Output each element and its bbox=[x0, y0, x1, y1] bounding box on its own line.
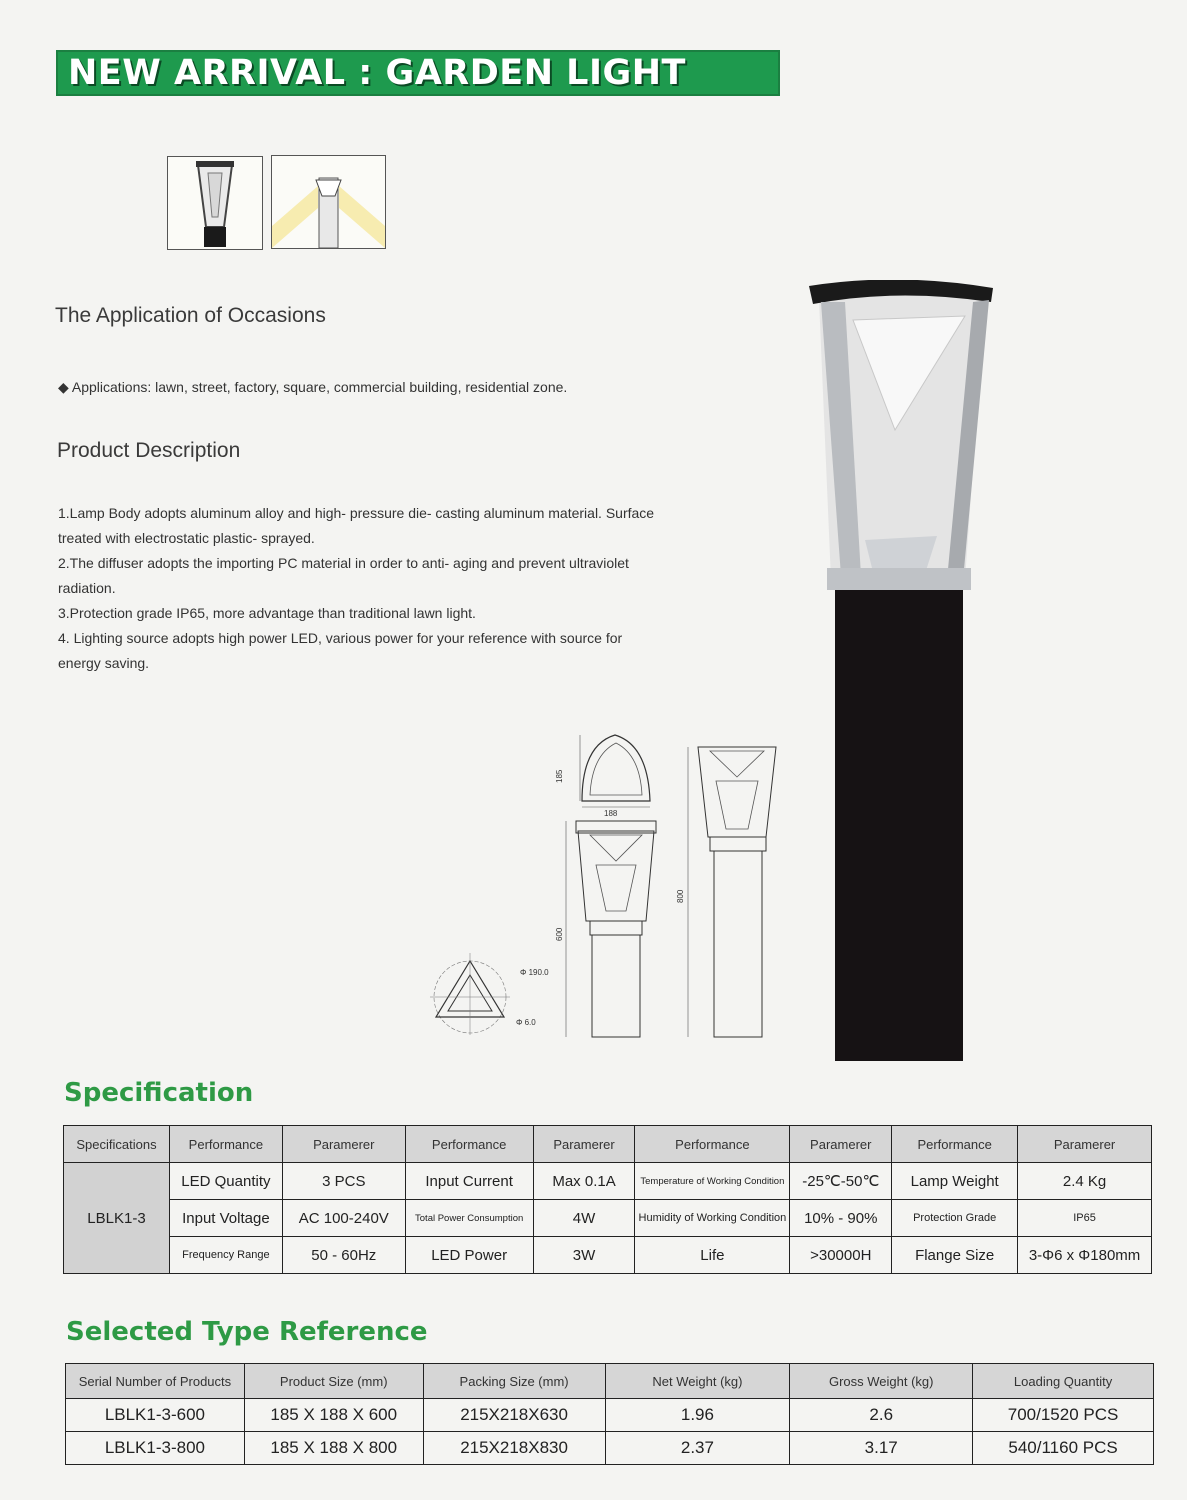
title-banner bbox=[56, 50, 780, 96]
table-cell: Protection Grade bbox=[892, 1200, 1018, 1237]
table-cell: Flange Size bbox=[892, 1237, 1018, 1274]
table-row bbox=[64, 1163, 1152, 1200]
table-cell: LED Power bbox=[405, 1237, 533, 1274]
table-cell: 10% - 90% bbox=[790, 1200, 892, 1237]
product-thumbnail bbox=[167, 156, 263, 250]
description-line: 2.The diffuser adopts the importing PC material in order to anti- aging and prevent ultraviolet bbox=[58, 555, 629, 571]
description-line: radiation. bbox=[58, 580, 116, 596]
table-cell: 4W bbox=[533, 1200, 635, 1237]
column-header: Paramerer bbox=[282, 1126, 405, 1163]
dim-phi190: Φ 190.0 bbox=[520, 968, 549, 977]
applications-text: ◆ Applications: lawn, street, factory, square, commercial building, residential zone. bbox=[58, 379, 568, 395]
table-cell: 215X218X830 bbox=[423, 1432, 605, 1465]
specification-heading: Specification bbox=[64, 1078, 254, 1108]
table-cell: AC 100-240V bbox=[282, 1200, 405, 1237]
table-cell: IP65 bbox=[1018, 1200, 1152, 1237]
light-distribution-thumbnail bbox=[271, 155, 386, 249]
description-line: 1.Lamp Body adopts aluminum alloy and high- pressure die- casting aluminum material. Surface bbox=[58, 505, 655, 521]
table-cell: Life bbox=[635, 1237, 790, 1274]
column-header: Packing Size (mm) bbox=[423, 1364, 605, 1399]
table-cell: 2.6 bbox=[790, 1399, 973, 1432]
column-header: Net Weight (kg) bbox=[605, 1364, 790, 1399]
column-header: Loading Quantity bbox=[973, 1364, 1154, 1399]
dim-188: 188 bbox=[604, 809, 618, 818]
column-header: Performance bbox=[635, 1126, 790, 1163]
description-line: treated with electrostatic plastic- sprayed. bbox=[58, 530, 315, 546]
column-header: Specifications bbox=[64, 1126, 170, 1163]
table-cell: Max 0.1A bbox=[533, 1163, 635, 1200]
table-cell: LBLK1-3-800 bbox=[66, 1432, 245, 1465]
column-header: Performance bbox=[892, 1126, 1018, 1163]
table-cell: 215X218X630 bbox=[423, 1399, 605, 1432]
column-header: Paramerer bbox=[1018, 1126, 1152, 1163]
table-cell: Input Voltage bbox=[169, 1200, 282, 1237]
table-cell: 1.96 bbox=[605, 1399, 790, 1432]
column-header: Product Size (mm) bbox=[244, 1364, 423, 1399]
table-row bbox=[66, 1432, 1154, 1465]
applications-heading: The Application of Occasions bbox=[55, 304, 326, 327]
description-heading: Product Description bbox=[57, 439, 241, 462]
description-line: 3.Protection grade IP65, more advantage than traditional lawn light. bbox=[58, 605, 476, 621]
table-cell: >30000H bbox=[790, 1237, 892, 1274]
description-text bbox=[58, 501, 718, 676]
specification-table bbox=[63, 1125, 1152, 1274]
table-cell: 3-Φ6 x Φ180mm bbox=[1018, 1237, 1152, 1274]
product-photo bbox=[805, 280, 995, 1065]
column-header: Serial Number of Products bbox=[66, 1364, 245, 1399]
page-title: NEW ARRIVAL : GARDEN LIGHT bbox=[68, 53, 686, 93]
dim-600: 600 bbox=[555, 927, 564, 941]
column-header: Paramerer bbox=[533, 1126, 635, 1163]
table-cell: 540/1160 PCS bbox=[973, 1432, 1154, 1465]
table-row bbox=[64, 1237, 1152, 1274]
description-line: 4. Lighting source adopts high power LED, various power for your reference with source for bbox=[58, 630, 623, 646]
column-header: Gross Weight (kg) bbox=[790, 1364, 973, 1399]
table-cell: 185 X 188 X 800 bbox=[244, 1432, 423, 1465]
table-cell: Humidity of Working Condition bbox=[635, 1200, 790, 1237]
table-cell: 2.37 bbox=[605, 1432, 790, 1465]
table-cell: Temperature of Working Condition bbox=[635, 1163, 790, 1200]
table-cell: LBLK1-3-600 bbox=[66, 1399, 245, 1432]
table-cell: Frequency Range bbox=[169, 1237, 282, 1274]
table-cell: 3W bbox=[533, 1237, 635, 1274]
dim-phi6: Φ 6.0 bbox=[516, 1018, 536, 1027]
description-line: energy saving. bbox=[58, 655, 150, 671]
table-cell: 3.17 bbox=[790, 1432, 973, 1465]
dim-800: 800 bbox=[676, 889, 685, 903]
reference-table bbox=[65, 1363, 1154, 1465]
technical-drawing bbox=[420, 725, 790, 1045]
table-cell: 2.4 Kg bbox=[1018, 1163, 1152, 1200]
column-header: Paramerer bbox=[790, 1126, 892, 1163]
table-cell: Total Power Consumption bbox=[405, 1200, 533, 1237]
model-cell: LBLK1-3 bbox=[64, 1163, 170, 1274]
reference-heading: Selected Type Reference bbox=[66, 1317, 428, 1347]
table-cell: 185 X 188 X 600 bbox=[244, 1399, 423, 1432]
column-header: Performance bbox=[169, 1126, 282, 1163]
dim-185: 185 bbox=[555, 769, 564, 783]
column-header: Performance bbox=[405, 1126, 533, 1163]
table-cell: Input Current bbox=[405, 1163, 533, 1200]
table-cell: 3 PCS bbox=[282, 1163, 405, 1200]
table-header-row bbox=[64, 1126, 1152, 1163]
table-cell: Lamp Weight bbox=[892, 1163, 1018, 1200]
table-cell: LED Quantity bbox=[169, 1163, 282, 1200]
table-cell: 700/1520 PCS bbox=[973, 1399, 1154, 1432]
table-row bbox=[64, 1200, 1152, 1237]
table-cell: 50 - 60Hz bbox=[282, 1237, 405, 1274]
table-cell: -25℃-50℃ bbox=[790, 1163, 892, 1200]
table-header-row bbox=[66, 1364, 1154, 1399]
table-row bbox=[66, 1399, 1154, 1432]
